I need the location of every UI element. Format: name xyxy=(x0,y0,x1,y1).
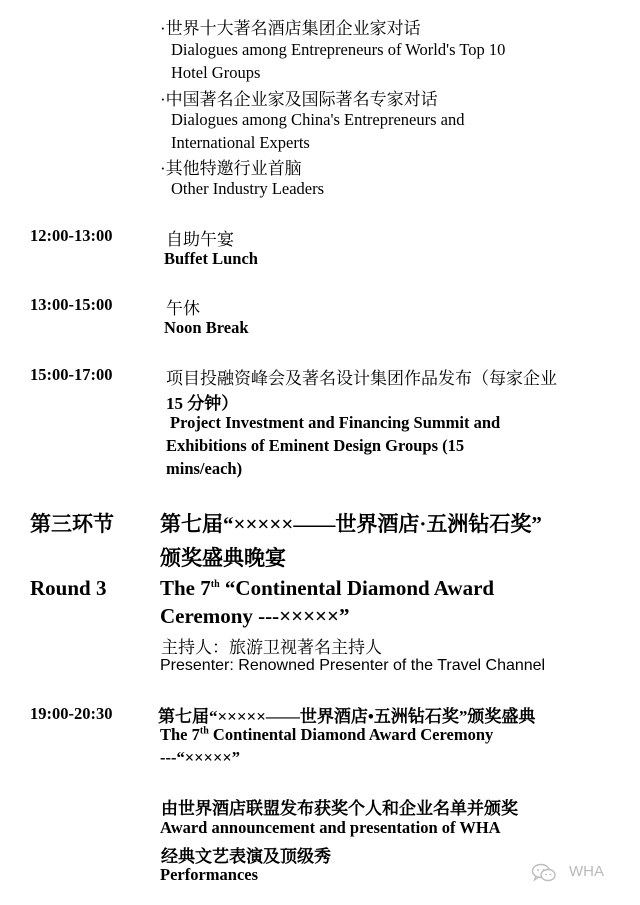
round3-title-en-a: The 7 xyxy=(160,576,211,600)
wechat-icon xyxy=(531,863,557,883)
performances-cn: 经典文艺表演及顶级秀 xyxy=(161,847,331,866)
summit-cn-line1: 项目投融资峰会及著名设计集团作品发布（每家企业 xyxy=(166,369,557,388)
summit-cn-line2: 15 分钟） xyxy=(166,394,239,413)
ceremony-en-a: The 7 xyxy=(160,725,200,744)
ceremony-cn: 第七届“×××××——世界酒店•五洲钻石奖”颁奖盛典 xyxy=(158,707,536,726)
ceremony-en-sup: th xyxy=(199,725,209,737)
round3-title-en-line1 xyxy=(160,576,494,601)
summit-en-line1: Project Investment and Financing Summit and xyxy=(170,413,501,432)
round3-title-cn-line1: 第七届“×××××——世界酒店·五洲钻石奖” xyxy=(160,512,542,536)
time-ceremony: 19:00-20:30 xyxy=(30,704,113,723)
list-item-2-en-line2: International Experts xyxy=(171,133,310,152)
list-item-1-cn: ·世界十大著名酒店集团企业家对话 xyxy=(160,19,421,38)
list-item-3-cn: ·其他特邀行业首脑 xyxy=(160,159,302,178)
summit-en-line3: mins/each) xyxy=(166,459,243,478)
time-lunch: 12:00-13:00 xyxy=(30,226,113,245)
round3-title-en-b: “Continental Diamond Award xyxy=(219,576,495,600)
time-noon-break: 13:00-15:00 xyxy=(30,295,113,314)
award-en: Award announcement and presentation of WHA xyxy=(160,818,501,837)
watermark-text: WHA xyxy=(569,863,604,880)
list-item-3-en: Other Industry Leaders xyxy=(171,179,325,198)
presenter-cn: 主持人：旅游卫视著名主持人 xyxy=(161,638,382,657)
lunch-en: Buffet Lunch xyxy=(164,249,258,268)
performances-en: Performances xyxy=(160,865,259,884)
ceremony-en-b: Continental Diamond Award Ceremony xyxy=(208,725,494,744)
watermark xyxy=(531,862,611,884)
presenter-en: Presenter: Renowned Presenter of the Travel Channel xyxy=(160,657,546,674)
list-item-2-en-line1: Dialogues among China's Entrepreneurs and xyxy=(171,110,465,129)
time-summit: 15:00-17:00 xyxy=(30,365,113,384)
noon-break-en: Noon Break xyxy=(164,318,249,337)
list-item-1-en-line2: Hotel Groups xyxy=(171,63,261,82)
round3-label-en: Round 3 xyxy=(30,576,107,600)
noon-break-cn: 午休 xyxy=(166,299,200,318)
list-item-1-en-line1: Dialogues among Entrepreneurs of World's Top 10 xyxy=(171,40,506,59)
list-item-2-cn: ·中国著名企业家及国际著名专家对话 xyxy=(160,90,438,109)
ceremony-en-line2: ---“×××××” xyxy=(160,748,240,767)
round3-title-en-sup: th xyxy=(210,579,220,590)
award-cn: 由世界酒店联盟发布获奖个人和企业名单并颁奖 xyxy=(161,799,518,818)
round3-title-cn-line2: 颁奖盛典晚宴 xyxy=(160,546,286,570)
summit-en-line2: Exhibitions of Eminent Design Groups (15 xyxy=(166,436,465,455)
ceremony-en-line1 xyxy=(160,725,493,745)
round3-title-en-line2: Ceremony ---×××××” xyxy=(160,604,350,628)
lunch-cn: 自助午宴 xyxy=(166,230,234,249)
round3-label-cn: 第三环节 xyxy=(30,512,114,536)
